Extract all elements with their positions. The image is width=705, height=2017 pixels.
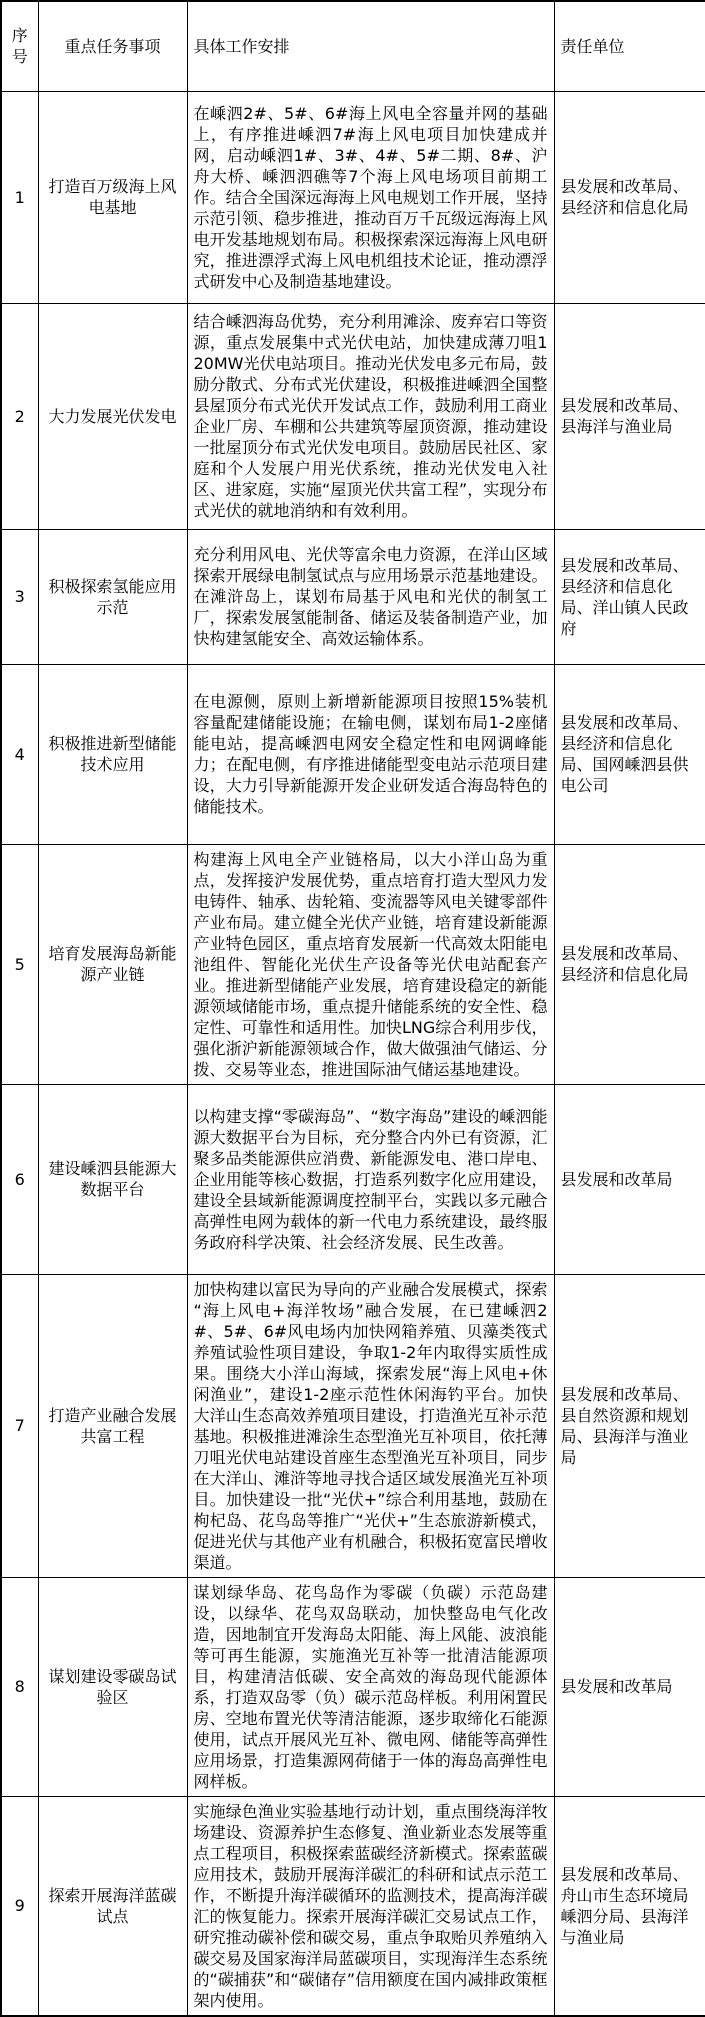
column-header-serial: 序号 (1, 1, 38, 91)
work-cell: 结合嵊泗海岛优势，充分利用滩涂、废弃宕口等资源，重点发展集中式光伏电站，加快建成薄刀咀120MW光伏电站项目。推动光伏发电多元布局，鼓励分散式、分布式光伏建设，积极推进嵊泗全国整县屋顶分布式光伏开发试点工作，鼓励利用工商业企业厂房、车棚和公共建筑等屋顶资源，推动建设一批屋顶分布式光伏发电项目。鼓励居民社区、家庭和个人发展户用光伏系统，推动光伏发电入社区、进家庭，实施“屋顶光伏共富工程”，实现分布式光伏的就地消纳和有效利用。 (187, 303, 554, 529)
table-row (1, 844, 705, 1084)
work-cell: 谋划绿华岛、花鸟岛作为零碳（负碳）示范岛建设，以绿华、花鸟双岛联动，加快整岛电气化改造，因地制宜开发海岛太阳能、海上风能、波浪能等可再生能源，实施渔光互补等一批清洁能源项目，构建清洁低碳、安全高效的海岛现代能源体系，打造双岛零（负）碳示范岛样板。利用闲置民房、空地布置光伏等清洁能源，逐步取缔化石能源使用，试点开展风光互补、微电网、储能等高弹性应用场景，打造集源网荷储于一体的海岛高弹性电网样板。 (187, 1577, 554, 1796)
serial-cell: 3 (1, 529, 38, 664)
table-row (1, 1274, 705, 1577)
column-header-task: 重点任务事项 (38, 1, 187, 91)
serial-cell: 7 (1, 1274, 38, 1577)
unit-cell: 县发展和改革局、县海洋与渔业局 (554, 303, 705, 529)
work-cell: 充分利用风电、光伏等富余电力资源，在洋山区域探索开展绿电制氢试点与应用场景示范基地建设。在滩浒岛上，谋划布局基于风电和光伏的制氢工厂，探索发展氢能制备、储运及装备制造产业，加快构建氢能安全、高效运输体系。 (187, 529, 554, 664)
unit-cell: 县发展和改革局 (554, 1577, 705, 1796)
task-cell: 打造产业融合发展共富工程 (38, 1274, 187, 1577)
work-cell: 实施绿色渔业实验基地行动计划，重点围绕海洋牧场建设、资源养护生态修复、渔业新业态发展等重点工程项目，积极探索蓝碳经济新模式。探索蓝碳应用技术，鼓励开展海洋碳汇的科研和试点示范工作，不断提升海洋碳循环的监测技术，提高海洋碳汇的恢复能力。探索开展海洋碳汇交易试点工作，研究推动碳补偿和碳交易，重点争取贻贝养殖纳入碳交易及国家海洋局蓝碳项目，实现海洋生态系统的“碳捕获”和“碳储存”信用额度在国内减排政策框架内使用。 (187, 1796, 554, 2016)
unit-cell: 县发展和改革局、县经济和信息化局 (554, 844, 705, 1084)
serial-cell: 5 (1, 844, 38, 1084)
task-cell: 培育发展海岛新能源产业链 (38, 844, 187, 1084)
unit-cell: 县发展和改革局、县经济和信息化局、国网嵊泗县供电公司 (554, 664, 705, 844)
serial-cell: 6 (1, 1084, 38, 1274)
table-row (1, 529, 705, 664)
column-header-unit: 责任单位 (554, 1, 705, 91)
task-cell: 大力发展光伏发电 (38, 303, 187, 529)
work-cell: 以构建支撑“零碳海岛”、“数字海岛”建设的嵊泗能源大数据平台为目标，充分整合内外已有资源，汇聚多品类能源供应消费、新能源发电、港口岸电、企业用能等核心数据，打造系列数字化应用建设，建设全县域新能源调度控制平台，实践以多元融合高弹性电网为载体的新一代电力系统建设，最终服务政府科学决策、社会经济发展、民生改善。 (187, 1084, 554, 1274)
table-row (1, 1084, 705, 1274)
unit-cell: 县发展和改革局、县自然资源和规划局、县海洋与渔业局 (554, 1274, 705, 1577)
table-row (1, 1796, 705, 2016)
serial-cell: 9 (1, 1796, 38, 2016)
column-header-work: 具体工作安排 (187, 1, 554, 91)
task-cell: 积极推进新型储能技术应用 (38, 664, 187, 844)
serial-cell: 1 (1, 91, 38, 303)
work-cell: 在嵊泗2#、5#、6#海上风电全容量并网的基础上，有序推进嵊泗7#海上风电项目加快建成并网，启动嵊泗1#、3#、4#、5#二期、8#、沪舟大桥、嵊泗泗礁等7个海上风电场项目前期工作。结合全国深远海海上风电规划工作开展，坚持示范引领、稳步推进，推动百万千瓦级远海海上风电开发基地规划布局。积极探索深远海海上风电研究，推进漂浮式海上风电机组技术论证，推动漂浮式研发中心及制造基地建设。 (187, 91, 554, 303)
table-row (1, 1577, 705, 1796)
task-cell: 探索开展海洋蓝碳试点 (38, 1796, 187, 2016)
unit-cell: 县发展和改革局、县经济和信息化局 (554, 91, 705, 303)
serial-cell: 8 (1, 1577, 38, 1796)
unit-cell: 县发展和改革局 (554, 1084, 705, 1274)
unit-cell: 县发展和改革局、县经济和信息化局、洋山镇人民政府 (554, 529, 705, 664)
task-cell: 谋划建设零碳岛试验区 (38, 1577, 187, 1796)
table-row (1, 303, 705, 529)
table-header-row (1, 1, 705, 91)
serial-cell: 4 (1, 664, 38, 844)
work-cell: 加快构建以富民为导向的产业融合发展模式，探索“海上风电+海洋牧场”融合发展，在已建嵊泗2#、5#、6#风电场内加快网箱养殖、贝藻类筏式养殖试验性项目建设，争取1-2年内取得实质性成果。围绕大小洋山海域，探索发展“海上风电+休闲渔业”，建设1-2座示范性休闲海钓平台。加快大洋山生态高效养殖项目建设，打造渔光互补示范基地。积极推进滩涂生态型渔光互补项目，依托薄刀咀光伏电站建设首座生态型渔光互补项目，同步在大洋山、滩浒等地寻找合适区域发展渔光互补项目。加快建设一批“光伏+”综合利用基地，鼓励在枸杞岛、花鸟岛等推广“光伏+”生态旅游新模式，促进光伏与其他产业有机融合，积极拓宽富民增收渠道。 (187, 1274, 554, 1577)
work-cell: 构建海上风电全产业链格局，以大小洋山岛为重点，发挥接沪发展优势，重点培育打造大型风力发电铸件、轴承、齿轮箱、变流器等风电关键零部件产业布局。建立健全光伏产业链，培育建设新能源产业特色园区，重点培育发展新一代高效太阳能电池组件、智能化光伏生产设备等光伏电站配套产业。推进新型储能产业发展，培育建设稳定的新能源领域储能市场，重点提升储能系统的安全性、稳定性、可靠性和适用性。加快LNG综合利用步伐，强化浙沪新能源领域合作，做大做强油气储运、分拨、交易等业态，推进国际油气储运基地建设。 (187, 844, 554, 1084)
unit-cell: 县发展和改革局、舟山市生态环境局嵊泗分局、县海洋与渔业局 (554, 1796, 705, 2016)
task-cell: 打造百万级海上风电基地 (38, 91, 187, 303)
task-cell: 建设嵊泗县能源大数据平台 (38, 1084, 187, 1274)
serial-cell: 2 (1, 303, 38, 529)
task-cell: 积极探索氢能应用示范 (38, 529, 187, 664)
work-cell: 在电源侧，原则上新增新能源项目按照15%装机容量配建储能设施；在输电侧，谋划布局1-2座储能电站，提高嵊泗电网安全稳定性和电网调峰能力；在配电侧，有序推进储能型变电站示范项目建设，大力引导新能源开发企业研发适合海岛特色的储能技术。 (187, 664, 554, 844)
table-row (1, 91, 705, 303)
table-row (1, 664, 705, 844)
